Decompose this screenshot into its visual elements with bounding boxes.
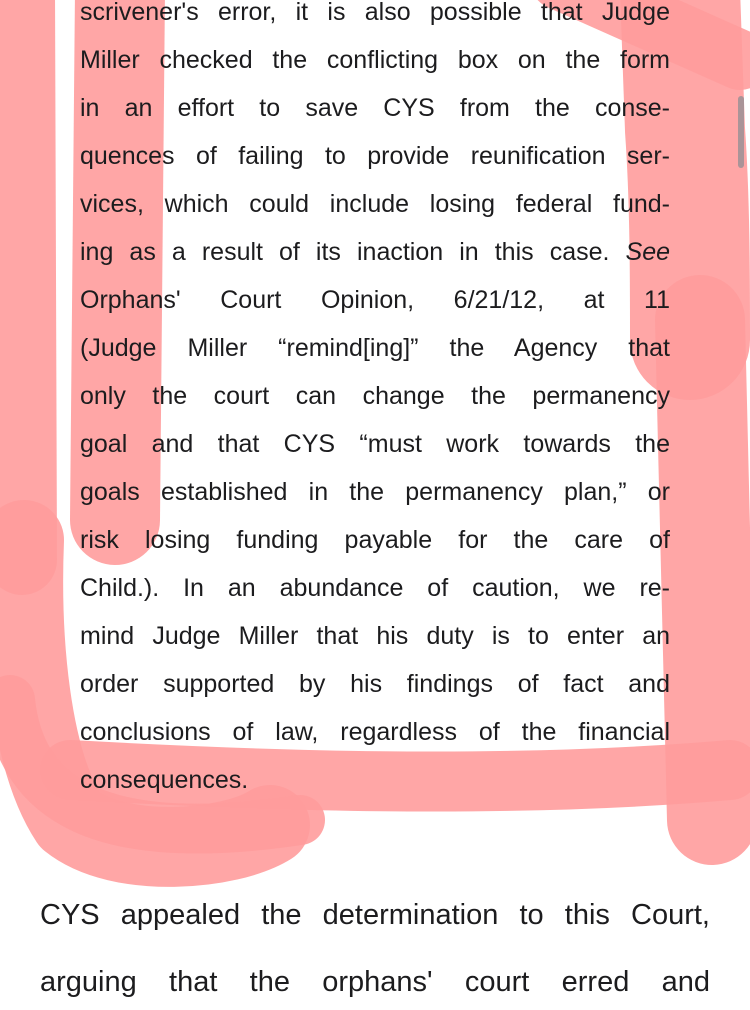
body-paragraph <box>40 882 710 1010</box>
highlight-right-band <box>700 320 712 820</box>
quote-line-text: (Judge Miller “remind[ing]” the Agency that <box>80 334 670 362</box>
quote-line-text: mind Judge Miller that his duty is to enter an <box>80 622 670 650</box>
quote-line-text: Miller checked the conflicting box on the form <box>80 46 670 74</box>
quote-line <box>80 36 670 84</box>
quote-line-text: goal and that CYS “must work towards the <box>80 430 670 458</box>
body-line: arguing that the orphans' court erred and <box>40 966 710 998</box>
body-line: CYS appealed the determination to this Court, <box>40 899 710 931</box>
quote-line-text: ing as a result of its inaction in this case. <box>80 238 610 266</box>
quote-line <box>80 228 670 276</box>
quote-line <box>80 0 670 36</box>
quote-line <box>80 324 670 372</box>
quote-line-text: conclusions of law, regardless of the financial <box>80 718 670 746</box>
quote-line-text: vices, which could include losing federal fund- <box>80 190 670 218</box>
quote-line <box>80 420 670 468</box>
quote-line <box>80 180 670 228</box>
quote-line-text: scrivener's error, it is also possible that Judge <box>80 0 670 26</box>
quote-line <box>80 660 670 708</box>
quote-line <box>80 564 670 612</box>
block-quote <box>80 0 670 804</box>
quote-line <box>80 708 670 756</box>
quote-line-text: risk losing funding payable for the care of <box>80 526 670 554</box>
quote-line-text: consequences. <box>80 766 249 794</box>
quote-line <box>80 756 670 804</box>
quote-line-text: quences of failing to provide reunification ser- <box>80 142 670 170</box>
quote-line-text: only the court can change the permanency <box>80 382 670 410</box>
quote-line-text: in an effort to save CYS from the conse- <box>80 94 670 122</box>
quote-line <box>80 612 670 660</box>
citation-signal: See <box>625 238 670 266</box>
quote-line <box>80 132 670 180</box>
quote-line <box>80 516 670 564</box>
quote-line-text: Orphans' Court Opinion, 6/21/12, at 11 <box>80 286 670 314</box>
quote-line <box>80 276 670 324</box>
quote-line <box>80 84 670 132</box>
highlight-left-band <box>20 0 22 560</box>
quote-line-text: goals established in the permanency plan,” or <box>80 478 670 506</box>
highlight-upper-right <box>680 0 690 340</box>
scrollbar-thumb[interactable] <box>738 96 744 168</box>
quote-line-text: order supported by his findings of fact and <box>80 670 670 698</box>
quote-line <box>80 372 670 420</box>
quote-line <box>80 468 670 516</box>
quote-line-text: Child.). In an abundance of caution, we re- <box>80 574 670 602</box>
